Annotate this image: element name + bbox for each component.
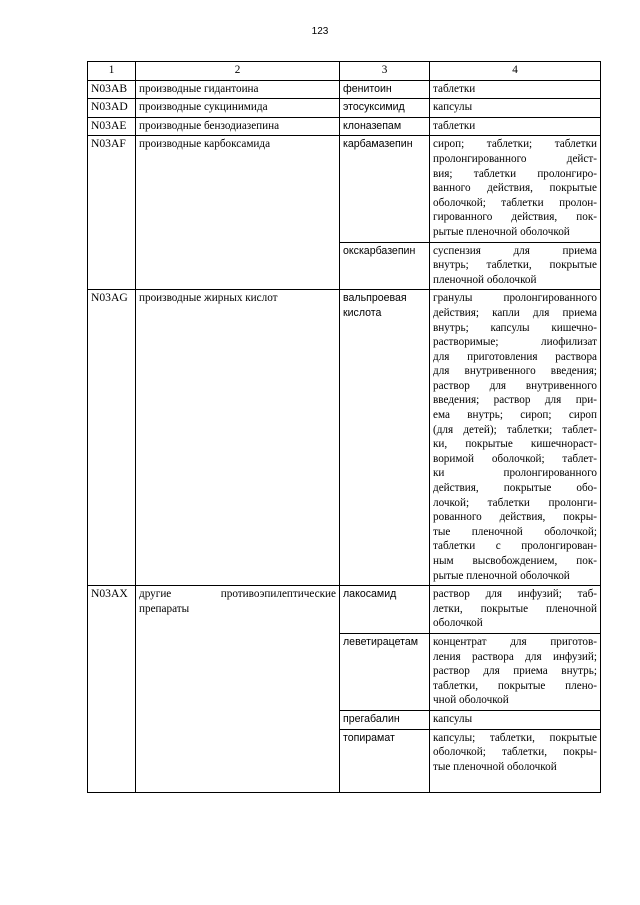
dosage-forms-cell <box>430 99 601 118</box>
text-line: лакосамид <box>343 588 397 601</box>
page-number: 123 <box>311 26 329 37</box>
text-line: для приготовления раствора <box>433 350 597 363</box>
header-cell-2: 2 <box>136 62 340 81</box>
text-line: тые пленочной оболочкой; <box>433 525 597 538</box>
text-line: таблетки <box>433 82 476 95</box>
text-line: клоназепам <box>343 119 402 132</box>
table-row <box>88 136 601 242</box>
text-line: леветирацетам <box>343 635 419 648</box>
text-line: прегабалин <box>343 712 400 725</box>
text-line: летки, покрытые пленочной <box>433 602 597 615</box>
text-line: концентрат для приготов- <box>433 635 597 648</box>
text-line: кислота <box>343 306 382 319</box>
text-line: ным высвобождением, пок- <box>433 555 597 567</box>
dosage-forms-cell <box>430 242 601 290</box>
text-line: фенитоин <box>343 82 392 95</box>
drug-name-cell <box>340 710 430 729</box>
text-line: раствор для инфузий; таб- <box>433 588 597 601</box>
atc-code-cell: N03AG <box>88 290 136 586</box>
text-line: тые пленочной оболочкой <box>433 760 557 773</box>
text-line: производные бензодиазепина <box>139 119 280 132</box>
dosage-forms-cell <box>430 710 601 729</box>
text-line: раствор для приема внутрь; <box>433 665 597 678</box>
header-cell-1: 1 <box>88 62 136 81</box>
text-line: растворимые; лиофилизат <box>433 336 597 349</box>
text-line: вальпроевая <box>343 292 407 305</box>
text-line: топирамат <box>343 731 395 744</box>
drug-name-cell <box>340 586 430 634</box>
group-name-cell <box>136 290 340 586</box>
text-line: пролонгированного дейст- <box>433 152 597 165</box>
text-line: таблетки <box>433 119 476 132</box>
text-line: (для детей); таблетки; таблет- <box>433 423 597 436</box>
text-line: суспензия для приема <box>433 244 597 257</box>
dosage-forms-cell <box>430 729 601 793</box>
atc-code-cell: N03AB <box>88 80 136 99</box>
text-line: ки, покрытые кишечнораст- <box>433 438 597 451</box>
group-name-cell <box>136 136 340 290</box>
header-cell-3: 3 <box>340 62 430 81</box>
text-line: для внутривенного введения; <box>433 365 597 378</box>
text-line: окскарбазепин <box>343 244 416 257</box>
text-line: внутрь; таблетки, покрытые <box>433 259 597 272</box>
dosage-forms-cell <box>430 586 601 634</box>
table-row <box>88 117 601 136</box>
text-line: капсулы <box>433 712 473 725</box>
text-line: действия, покрытые обо- <box>433 482 597 495</box>
header-row <box>88 62 601 81</box>
text-line: рытые пленочной оболочкой <box>433 569 570 582</box>
text-line: капсулы <box>433 101 473 114</box>
text-line: рытые пленочной оболочкой <box>433 225 570 238</box>
text-line: ема внутрь; сироп; сироп <box>433 409 597 422</box>
atc-code-cell: N03AX <box>88 586 136 793</box>
text-line: ванного действия, покрытые <box>433 182 597 195</box>
dosage-forms-cell <box>430 633 601 710</box>
drug-name-cell <box>340 136 430 242</box>
text-line: гированного действия, пок- <box>433 211 597 224</box>
table-row <box>88 80 601 99</box>
group-name-cell <box>136 99 340 118</box>
text-line: оболочкой; таблетки пролон- <box>433 196 597 209</box>
text-line: действия; капли для приема <box>433 306 597 319</box>
drug-name-cell <box>340 117 430 136</box>
atc-code-cell: N03AF <box>88 136 136 290</box>
table-row <box>88 586 601 634</box>
text-line: капсулы; таблетки, покрытые <box>433 731 597 744</box>
text-line: карбамазепин <box>343 138 413 151</box>
text-line: оболочкой; таблетки, покры- <box>433 746 597 759</box>
text-line: препараты <box>139 602 190 615</box>
drug-name-cell <box>340 633 430 710</box>
text-line: производные жирных кислот <box>139 292 278 305</box>
text-line: оболочкой <box>433 617 483 630</box>
text-line: чной оболочкой <box>433 694 509 707</box>
text-line: внутрь; капсулы кишечно- <box>433 321 597 334</box>
dosage-forms-cell <box>430 290 601 586</box>
table-row <box>88 290 601 586</box>
dosage-forms-cell <box>430 117 601 136</box>
text-line: этосуксимид <box>343 101 405 114</box>
drug-name-cell <box>340 290 430 586</box>
drug-name-cell <box>340 242 430 290</box>
text-line: раствор для внутривенного <box>433 379 597 392</box>
group-name-cell <box>136 117 340 136</box>
dosage-forms-cell <box>430 80 601 99</box>
text-line: производные гидантоина <box>139 82 259 95</box>
group-name-cell <box>136 586 340 793</box>
text-line: другие противоэпилептические <box>139 588 336 601</box>
text-line: воримой оболочкой; таблет- <box>433 452 597 465</box>
text-line: сироп; таблетки; таблетки <box>433 138 597 151</box>
text-line: рованного действия, покры- <box>433 511 597 524</box>
text-line: пленочной оболочкой <box>433 273 537 286</box>
drug-name-cell <box>340 80 430 99</box>
text-line: гранулы пролонгированного <box>433 292 597 305</box>
header-cell-4: 4 <box>430 62 601 81</box>
text-line: ки пролонгированного <box>433 467 597 480</box>
text-line: производные сукцинимида <box>139 101 268 114</box>
table-row <box>88 99 601 118</box>
text-line: вия; таблетки пролонгиро- <box>433 167 597 180</box>
text-line: ления раствора для инфузий; <box>433 650 597 663</box>
text-line: производные карбоксамида <box>139 138 271 151</box>
dosage-forms-cell <box>430 136 601 242</box>
group-name-cell <box>136 80 340 99</box>
drug-name-cell <box>340 99 430 118</box>
text-line: таблетки с пролонгирован- <box>433 540 597 553</box>
drug-table <box>87 61 601 793</box>
text-line: таблетки, покрытые плено- <box>433 679 597 692</box>
atc-code-cell: N03AE <box>88 117 136 136</box>
drug-name-cell <box>340 729 430 793</box>
text-line: лочкой; таблетки пролонги- <box>433 496 597 509</box>
table-body <box>88 62 601 793</box>
text-line: введения; раствор для при- <box>433 394 597 407</box>
atc-code-cell: N03AD <box>88 99 136 118</box>
